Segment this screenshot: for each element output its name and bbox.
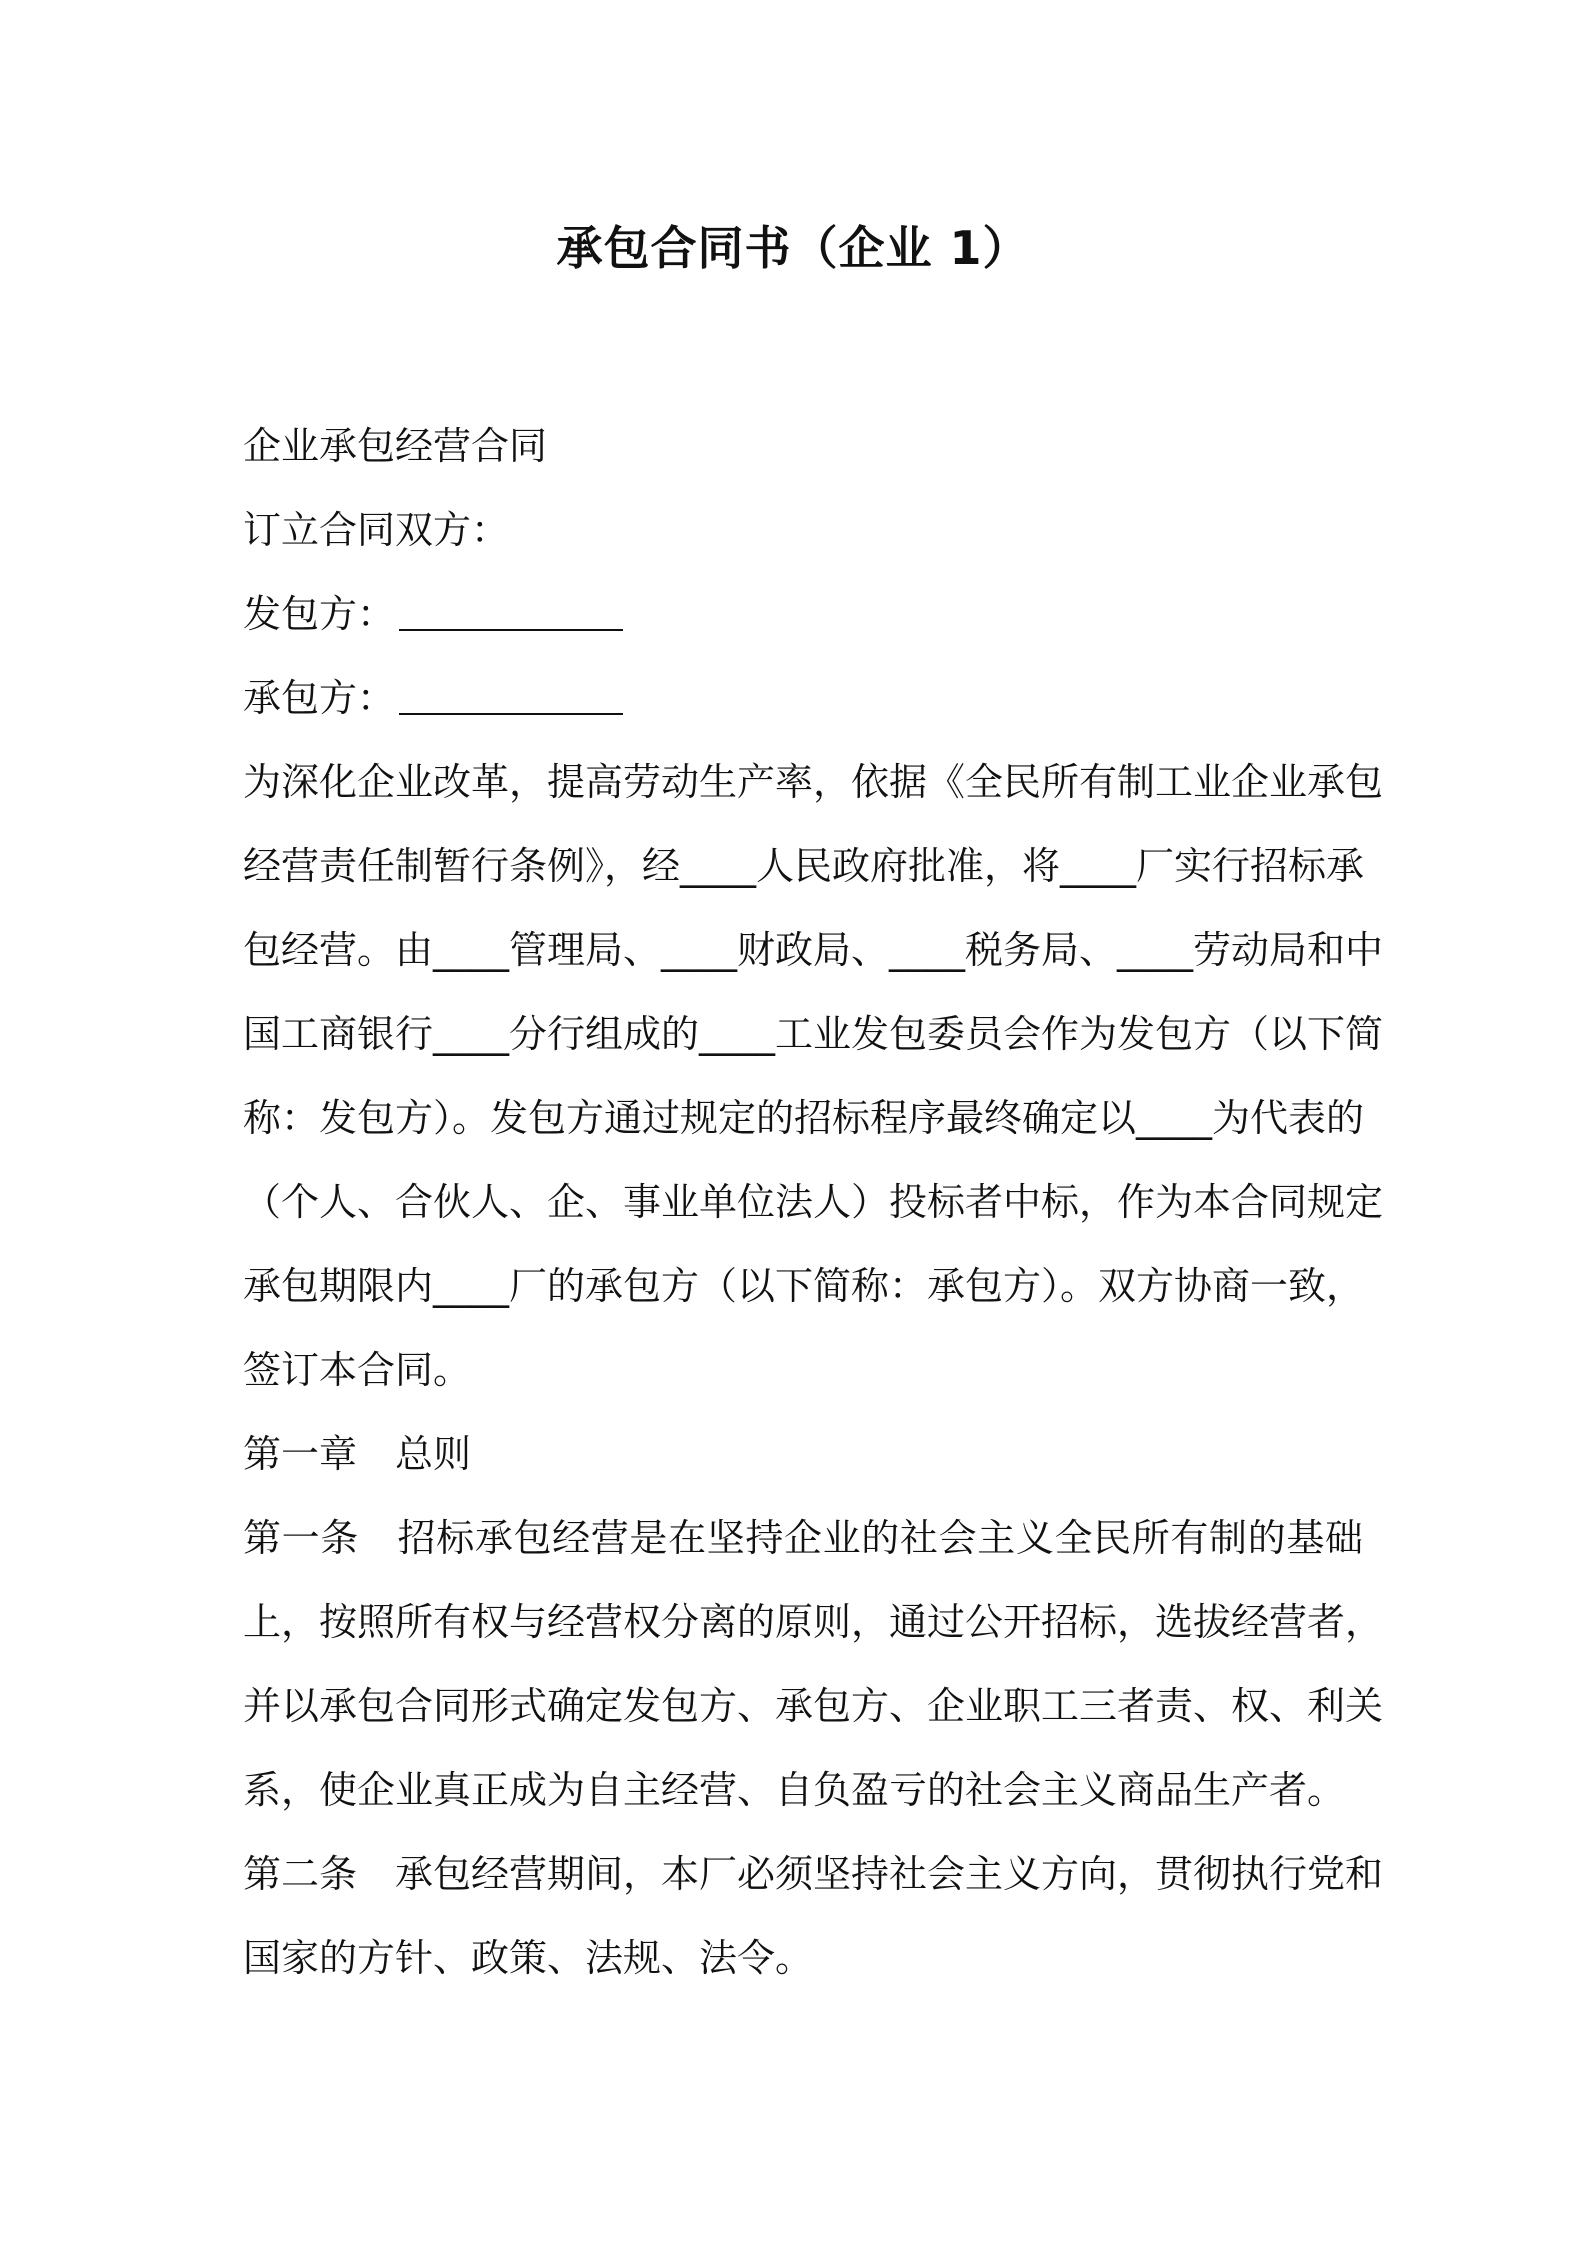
paragraph-line: 经营责任制暂行条例》，经____人民政府批准，将____厂实行招标承 [243, 844, 1365, 888]
chapter-heading: 第一章 总则 [243, 1432, 472, 1476]
contractor-line: 承包方： [243, 656, 1363, 740]
paragraph-line: 承包期限内____厂的承包方（以下简称：承包方）。双方协商一致， [243, 1264, 1365, 1308]
paragraph-line: （个人、合伙人、企、事业单位法人）投标者中标，作为本合同规定 [243, 1180, 1384, 1224]
paragraph-line: 国工商银行____分行组成的____工业发包委员会作为发包方（以下简 [243, 1012, 1384, 1056]
paragraph-line: 包经营。由____管理局、____财政局、____税务局、____劳动局和中 [243, 928, 1384, 972]
document-title: 承包合同书（企业 1） [556, 221, 1030, 275]
paragraph-line: 签订本合同。 [243, 1348, 472, 1392]
article-line: 第二条 承包经营期间，本厂必须坚持社会主义方向，贯彻执行党和 [243, 1852, 1384, 1896]
issuer-blank [399, 591, 623, 631]
document-body [243, 404, 1384, 2000]
issuer-line: 发包方： [243, 572, 1363, 656]
article-line: 上，按照所有权与经营权分离的原则，通过公开招标，选拔经营者， [243, 1600, 1384, 1644]
heading-contract-type: 企业承包经营合同 [243, 424, 548, 468]
contractor-blank [399, 675, 623, 715]
article-line: 国家的方针、政策、法规、法令。 [243, 1936, 814, 1980]
article-line: 第一条 招标承包经营是在坚持企业的社会主义全民所有制的基础 [243, 1516, 1363, 1560]
article-line: 并以承包合同形式确定发包方、承包方、企业职工三者责、权、利关 [243, 1684, 1384, 1728]
paragraph-line: 称：发包方）。发包方通过规定的招标程序最终确定以____为代表的 [243, 1096, 1365, 1140]
paragraph-line: 为深化企业改革，提高劳动生产率，依据《全民所有制工业企业承包 [243, 760, 1384, 804]
parties-label: 订立合同双方： [243, 508, 510, 552]
article-line: 系，使企业真正成为自主经营、自负盈亏的社会主义商品生产者。 [243, 1768, 1346, 1812]
